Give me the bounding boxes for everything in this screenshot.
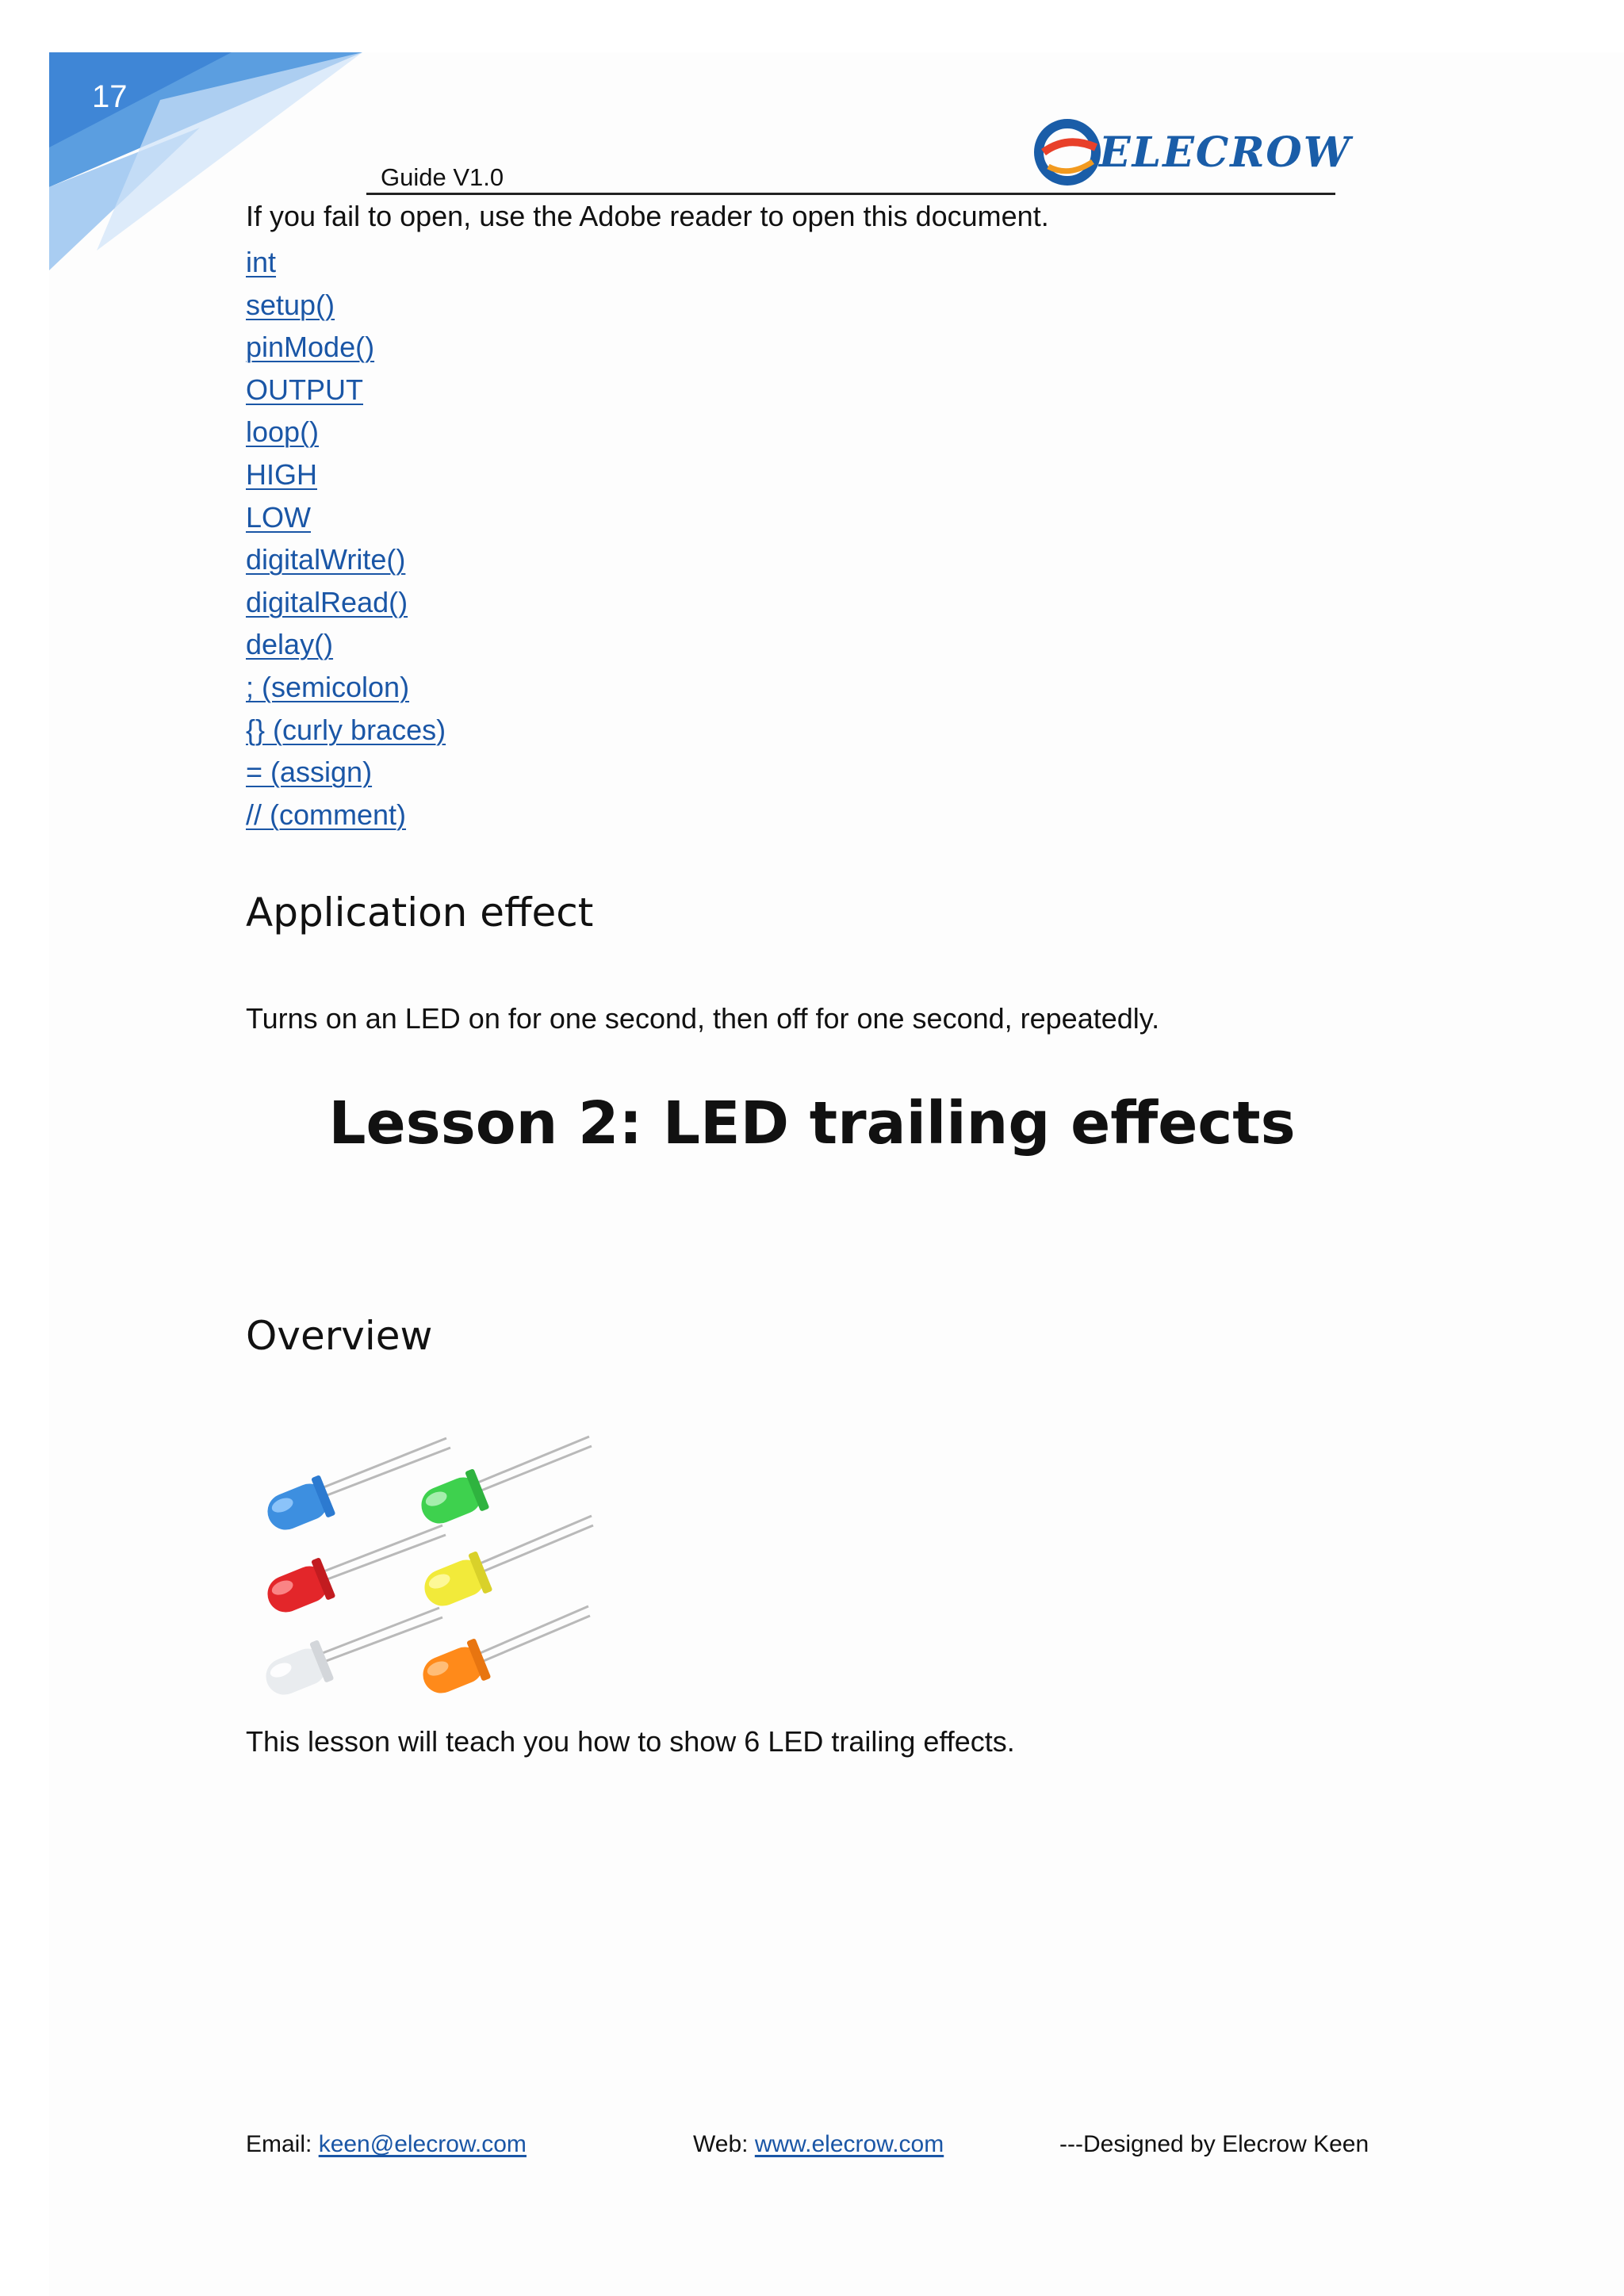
list-item [246, 666, 446, 709]
link-digitalread[interactable]: digitalRead() [246, 585, 408, 618]
lesson-title: Lesson 2: LED trailing effects [328, 1089, 1296, 1158]
page-number: 17 [92, 79, 128, 114]
footer-web-link[interactable]: www.elecrow.com [754, 2131, 944, 2157]
footer-email [246, 2131, 527, 2158]
link-high[interactable]: HIGH [246, 457, 317, 491]
application-effect-text: Turns on an LED on for one second, then off for one second, repeatedly. [246, 1002, 1160, 1035]
link-low[interactable]: LOW [246, 500, 312, 534]
link-output[interactable]: OUTPUT [246, 373, 363, 406]
list-item [246, 284, 446, 327]
list-item [246, 496, 446, 539]
list-item [246, 581, 446, 624]
guide-version-label: Guide V1.0 [381, 163, 504, 191]
footer-designed-prefix: ---Designed by [1059, 2131, 1223, 2157]
list-item [246, 794, 446, 836]
list-item [246, 709, 446, 752]
overview-text: This lesson will teach you how to show 6 LED trailing effects. [246, 1725, 1015, 1758]
link-delay[interactable]: delay() [246, 628, 334, 661]
list-item [246, 326, 446, 369]
list-item [246, 453, 446, 496]
link-pinmode[interactable]: pinMode() [246, 331, 375, 364]
footer-web-label: Web: [693, 2131, 755, 2157]
footer-email-link[interactable]: keen@elecrow.com [318, 2131, 527, 2157]
link-comment[interactable]: // (comment) [246, 798, 407, 831]
list-item [246, 751, 446, 794]
overview-heading: Overview [246, 1313, 433, 1359]
footer-email-label: Email: [246, 2131, 319, 2157]
led-photo [252, 1427, 601, 1697]
reference-link-list [246, 241, 446, 836]
list-item [246, 369, 446, 411]
list-item [246, 411, 446, 453]
link-loop[interactable]: loop() [246, 415, 320, 449]
link-int[interactable]: int [246, 246, 277, 278]
link-semicolon[interactable]: ; (semicolon) [246, 670, 410, 703]
link-digitalwrite[interactable]: digitalWrite() [246, 543, 406, 576]
list-item [246, 241, 446, 284]
link-curly-braces[interactable]: {} (curly braces) [246, 713, 446, 746]
elecrow-logo [1029, 111, 1352, 190]
application-effect-heading: Application effect [246, 890, 594, 936]
list-item [246, 538, 446, 581]
footer-designer [1059, 2131, 1369, 2158]
logo-swirl-icon [1029, 111, 1109, 190]
logo-wordmark: ELECROW [1099, 128, 1352, 177]
footer-designer-name: Elecrow Keen [1222, 2131, 1369, 2157]
header-rule [366, 193, 1335, 195]
link-setup[interactable]: setup() [246, 288, 335, 321]
footer-web [693, 2131, 944, 2158]
intro-text: If you fail to open, use the Adobe reader to open this document. [246, 200, 1049, 232]
list-item [246, 623, 446, 666]
link-assign[interactable]: = (assign) [246, 756, 373, 789]
